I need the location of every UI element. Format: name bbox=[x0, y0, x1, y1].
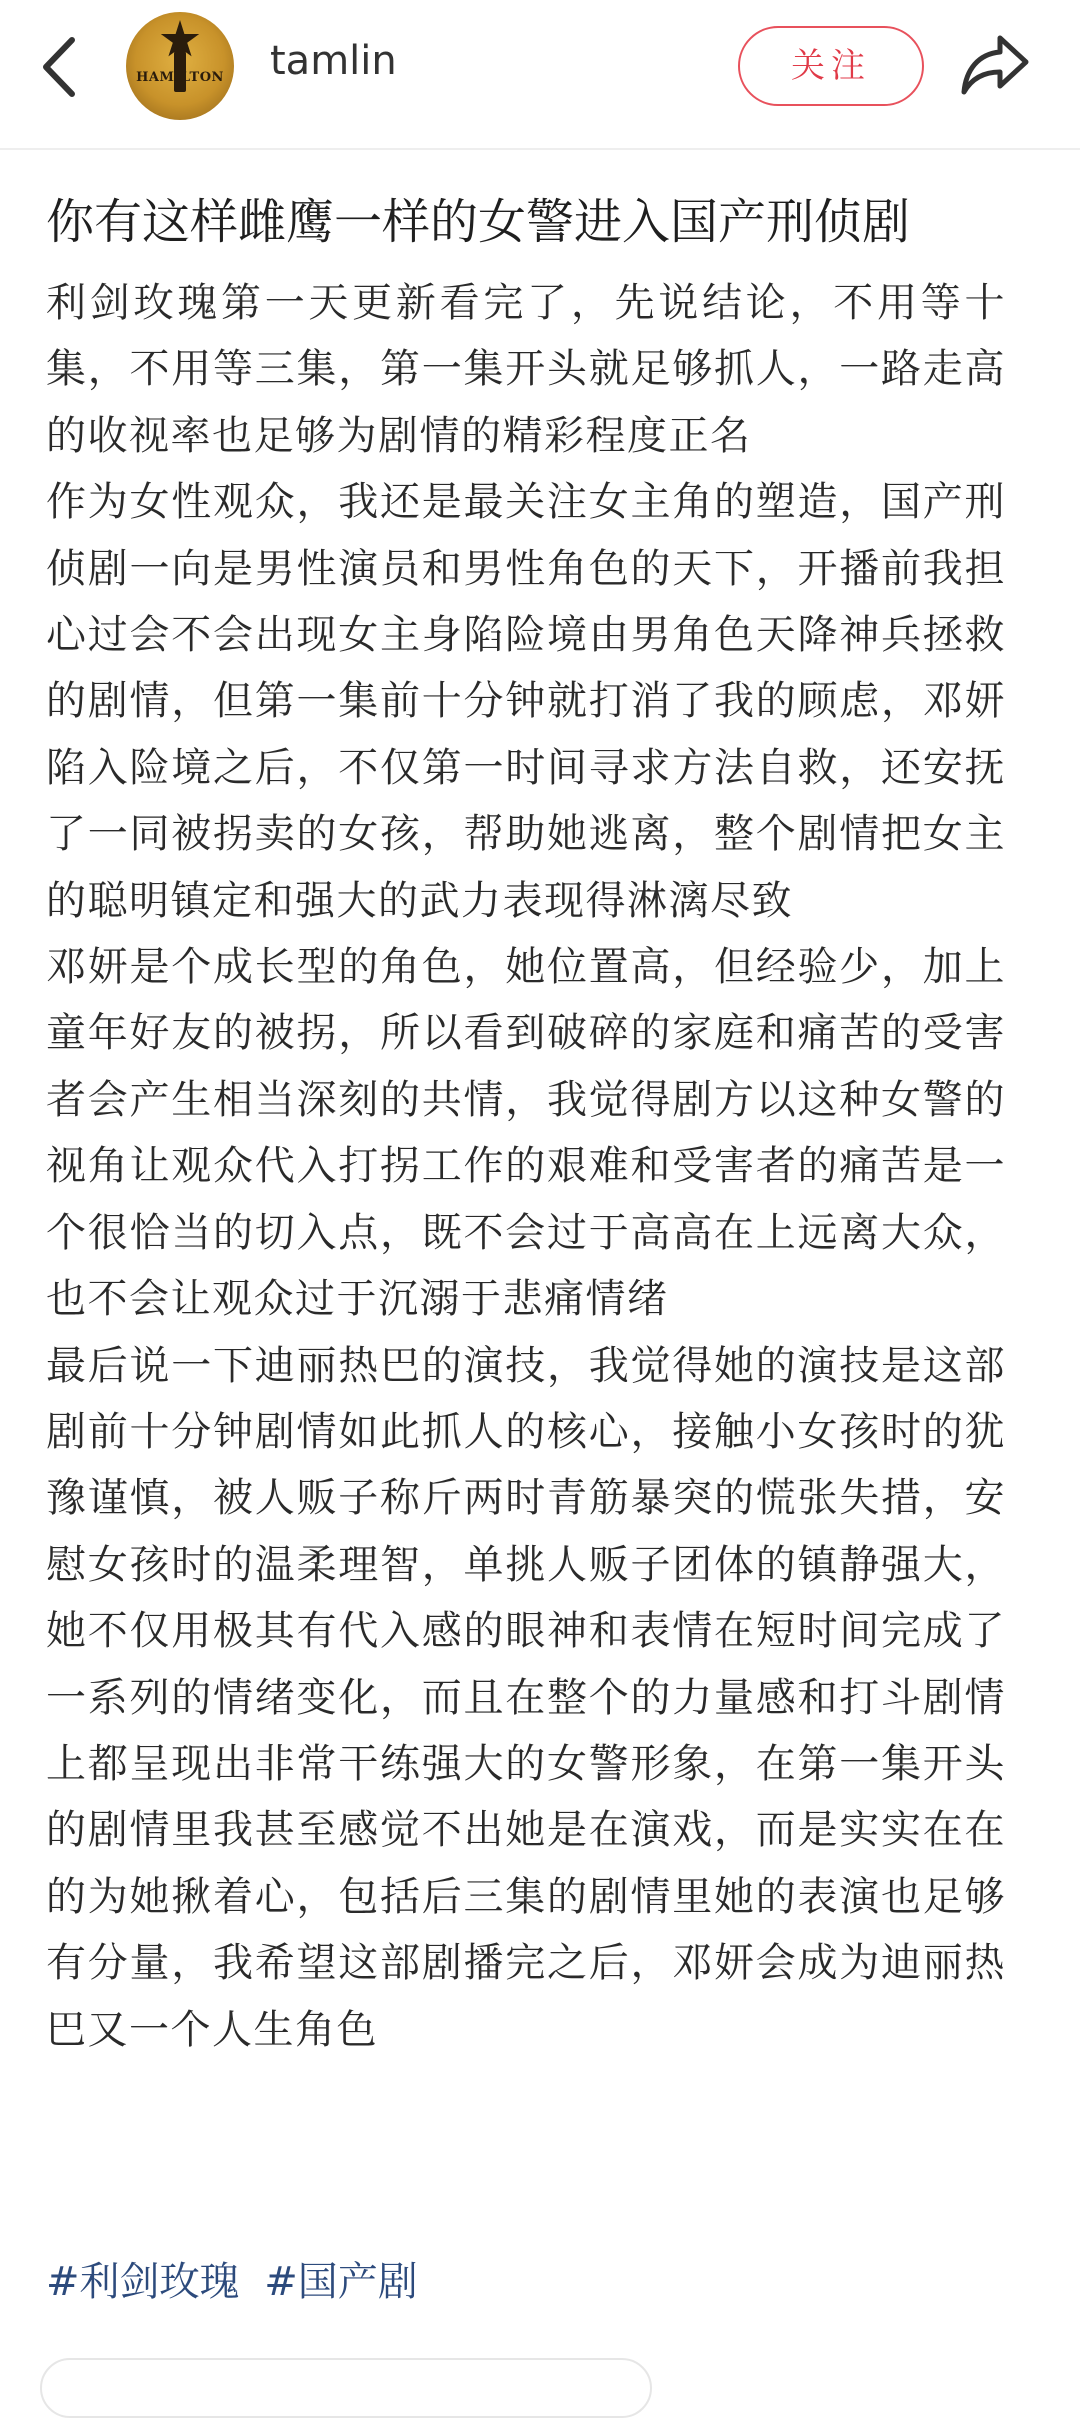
post-paragraph: 利剑玫瑰第一天更新看完了，先说结论，不用等十集，不用等三集，第一集开头就足够抓人，一路走高的收视率也足够为剧情的精彩程度正名 bbox=[46, 280, 1006, 459]
post-body bbox=[46, 270, 1006, 2063]
back-button[interactable] bbox=[36, 34, 88, 100]
post-title: 你有这样雌鹰一样的女警进入国产刑侦剧 bbox=[46, 194, 911, 250]
post-paragraph: 邓妍是个成长型的角色，她位置高，但经验少，加上童年好友的被拐，所以看到破碎的家庭和痛苦的受害者会产生相当深刻的共情，我觉得剧方以这种女警的视角让观众代入打拐工作的艰难和受害者的痛苦是一个很恰当的切入点，既不会过于高高在上远离大众，也不会让观众过于沉溺于悲痛情绪 bbox=[46, 944, 1006, 1323]
chevron-left-icon bbox=[36, 34, 88, 100]
tag-link[interactable]: #国产剧 bbox=[264, 2259, 418, 2305]
post-paragraph: 最后说一下迪丽热巴的演技，我觉得她的演技是这部剧前十分钟剧情如此抓人的核心，接触小女孩时的犹豫谨慎，被人贩子称斤两时青筋暴突的慌张失措，安慰女孩时的温柔理智，单挑人贩子团体的镇静强大，她不仅用极其有代入感的眼神和表情在短时间完成了一系列的情绪变化，而且在整个的力量感和打斗剧情上都呈现出非常干练强大的女警形象，在第一集开头的剧情里我甚至感觉不出她是在演戏，而是实实在在的为她揪着心，包括后三集的剧情里她的表演也足够有分量，我希望这部剧播完之后，邓妍会成为迪丽热巴又一个人生角色 bbox=[46, 1342, 1006, 2053]
post-paragraph: 作为女性观众，我还是最关注女主角的塑造，国产刑侦剧一向是男性演员和男性角色的天下，开播前我担心过会不会出现女主身陷险境由男角色天降神兵拯救的剧情，但第一集前十分钟就打消了我的顾虑，邓妍陷入险境之后，不仅第一时间寻求方法自救，还安抚了一同被拐卖的女孩，帮助她逃离，整个剧情把女主的聪明镇定和强大的武力表现得淋漓尽致 bbox=[46, 479, 1006, 924]
username[interactable]: tamlin bbox=[270, 38, 397, 84]
avatar[interactable] bbox=[126, 12, 234, 120]
share-arrow-icon bbox=[958, 30, 1032, 100]
avatar-logo-text: HAMILTON bbox=[136, 70, 224, 85]
top-bar bbox=[0, 0, 1080, 150]
tag-link[interactable]: #利剑玫瑰 bbox=[46, 2259, 240, 2305]
share-button[interactable] bbox=[958, 30, 1032, 100]
follow-button[interactable]: 关注 bbox=[738, 26, 924, 106]
tag-list bbox=[46, 2252, 430, 2312]
related-topic-chip[interactable] bbox=[40, 2358, 652, 2418]
